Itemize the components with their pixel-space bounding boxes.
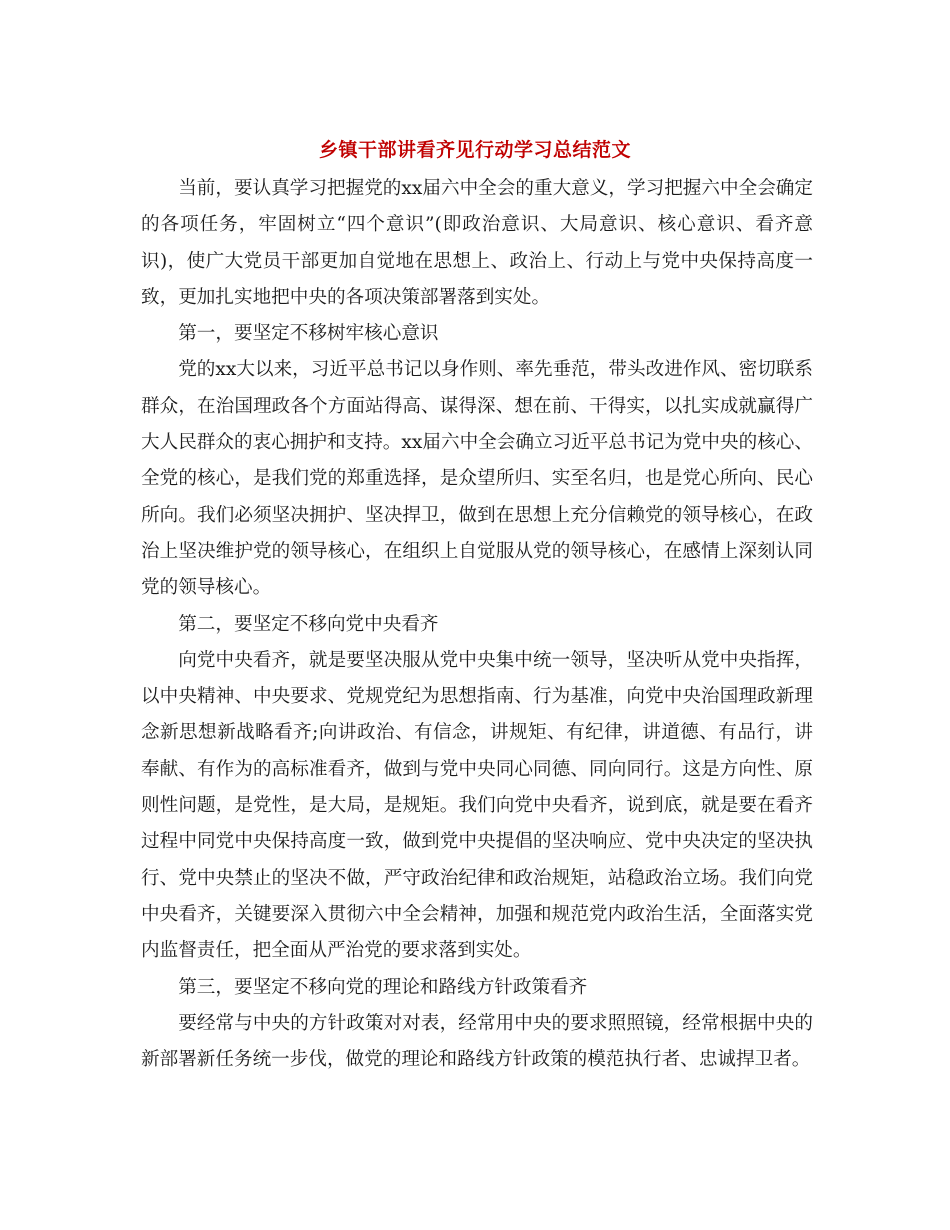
intro-paragraph: 当前，要认真学习把握党的xx届六中全会的重大意义，学习把握六中全会确定的各项任务，牢固树立“四个意识”(即政治意识、大局意识、核心意识、看齐意识)，使广大党员干部更加自觉地在思想上、政治上、行动上与党中央保持高度一致，更加扎实地把中央的各项决策部署落到实处。 [141, 178, 813, 308]
section-paragraph-3: 要经常与中央的方针政策对对表，经常用中央的要求照照镜，经常根据中央的新部署新任务统一步伐，做党的理论和路线方针政策的模范执行者、忠诚捍卫者。 [141, 1012, 813, 1071]
section-heading-1: 第一，要坚定不移树牢核心意识 [178, 323, 439, 345]
document-body [141, 168, 813, 1078]
section-paragraph-2: 向党中央看齐，就是要坚决服从党中央集中统一领导，坚决听从党中央指挥，以中央精神、中央要求、党规党纪为思想指南、行为基准，向党中央治国理政新理念新思想新战略看齐;向讲政治、有信念，讲规矩、有纪律，讲道德、有品行，讲奉献、有作为的高标准看齐，做到与党中央同心同德、同向同行。这是方向性、原则性问题，是党性，是大局，是规矩。我们向党中央看齐，说到底，就是要在看齐过程中同党中央保持高度一致，做到党中央提倡的坚决响应、党中央决定的坚决执行、党中央禁止的坚决不做，严守政治纪律和政治规矩，站稳政治立场。我们向党中央看齐，关键要深入贯彻六中全会精神，加强和规范党内政治生活，全面落实党内监督责任，把全面从严治党的要求落到实处。 [141, 649, 813, 962]
section-heading-2: 第二，要坚定不移向党中央看齐 [178, 613, 439, 635]
section-paragraph-1: 党的xx大以来，习近平总书记以身作则、率先垂范，带头改进作风、密切联系群众，在治国理政各个方面站得高、谋得深、想在前、干得实，以扎实成就赢得广大人民群众的衷心拥护和支持。xx届六中全会确立习近平总书记为党中央的核心、全党的核心，是我们党的郑重选择，是众望所归、实至名归，也是党心所向、民心所向。我们必须坚决拥护、坚决捍卫，做到在思想上充分信赖党的领导核心，在政治上坚决维护党的领导核心，在组织上自觉服从党的领导核心，在感情上深刻认同党的领导核心。 [141, 359, 813, 599]
document-title: 乡镇干部讲看齐见行动学习总结范文 [318, 139, 631, 161]
section-heading-3: 第三，要坚定不移向党的理论和路线方针政策看齐 [178, 976, 588, 998]
